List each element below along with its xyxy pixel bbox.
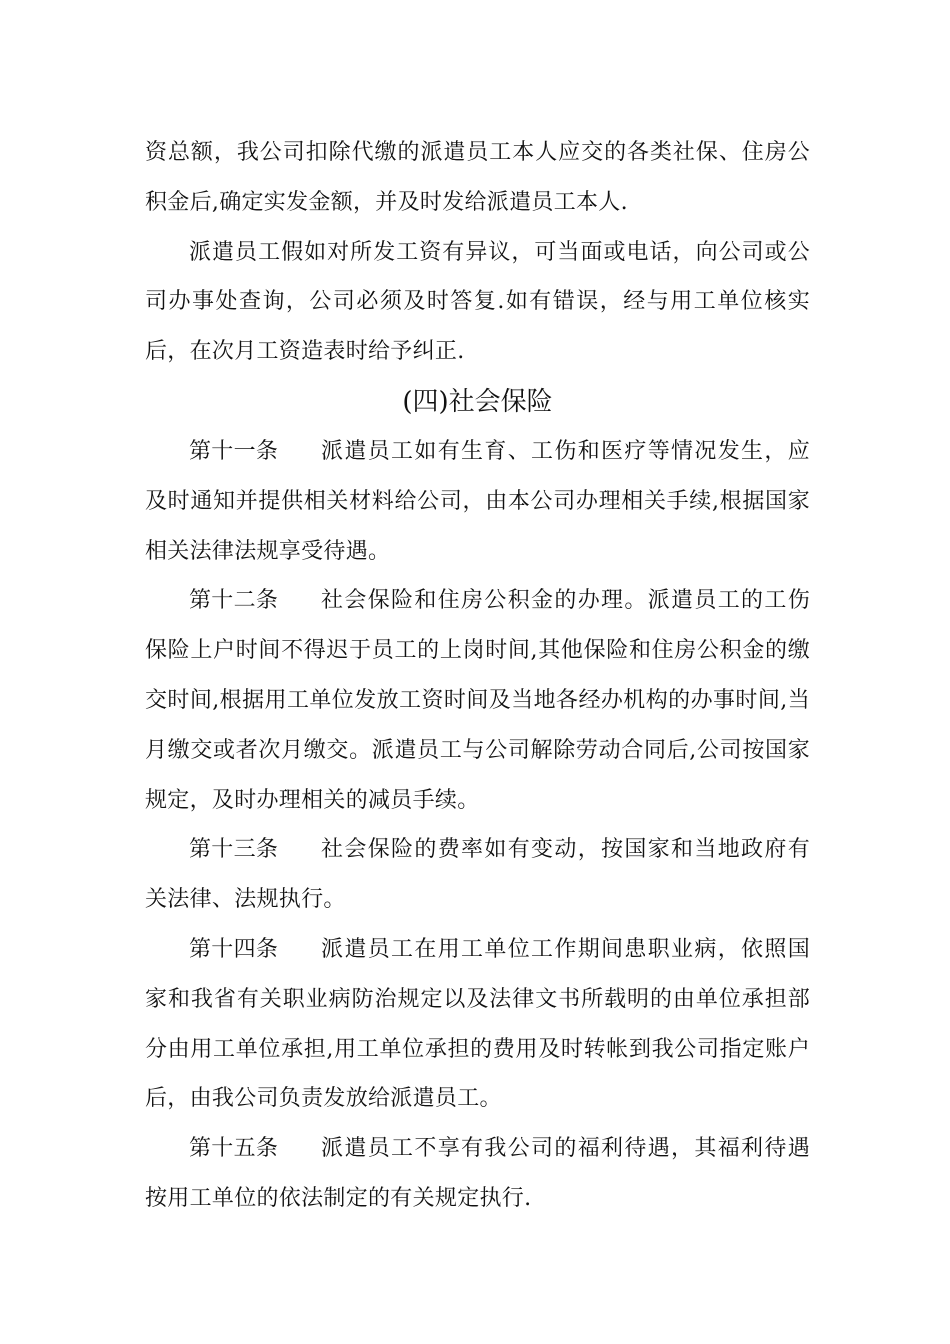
paragraph-salary-continuation: 资总额，我公司扣除代缴的派遣员工本人应交的各类社保、住房公积金后,确定实发金额，并及时发给派遣员工本人. (145, 140, 810, 215)
article-number: 第十四条 (189, 936, 279, 962)
article-11 (145, 427, 810, 576)
article-text: 派遣员工如有生育、工伤和医疗等情况发生，应及时通知并提供相关材料给公司，由本公司办理相关手续,根据国家相关法律法规享受待遇。 (145, 438, 810, 564)
article-text: 派遣员工不享有我公司的福利待遇，其福利待遇按用工单位的依法制定的有关规定执行. (145, 1136, 810, 1211)
article-number: 第十二条 (189, 588, 279, 614)
article-15 (145, 1124, 810, 1224)
article-13 (145, 825, 810, 925)
article-number: 第十三条 (189, 837, 279, 863)
article-number: 第十一条 (189, 438, 279, 464)
section-heading: (四)社会保险 (402, 386, 553, 417)
article-text: 社会保险和住房公积金的办理。派遣员工的工伤保险上户时间不得迟于员工的上岗时间,其他保险和住房公积金的缴交时间,根据用工单位发放工资时间及当地各经办机构的办事时间,当月缴交或者次月缴交。派遣员工与公司解除劳动合同后,公司按国家规定，及时办理相关的减员手续。 (145, 588, 810, 813)
article-14 (145, 925, 810, 1124)
article-12 (145, 576, 810, 825)
document-body (145, 128, 810, 1224)
article-number: 第十五条 (189, 1136, 279, 1162)
article-text: 派遣员工在用工单位工作期间患职业病，依照国家和我省有关职业病防治规定以及法律文书所载明的由单位承担部分由用工单位承担,用工单位承担的费用及时转帐到我公司指定账户后，由我公司负责发放给派遣员工。 (145, 936, 810, 1112)
article-text: 社会保险的费率如有变动，按国家和当地政府有关法律、法规执行。 (145, 837, 810, 913)
paragraph-salary-objection: 派遣员工假如对所发工资有异议，可当面或电话，向公司或公司办事处查询，公司必须及时答复.如有错误，经与用工单位核实后，在次月工资造表时给予纠正. (145, 239, 810, 365)
